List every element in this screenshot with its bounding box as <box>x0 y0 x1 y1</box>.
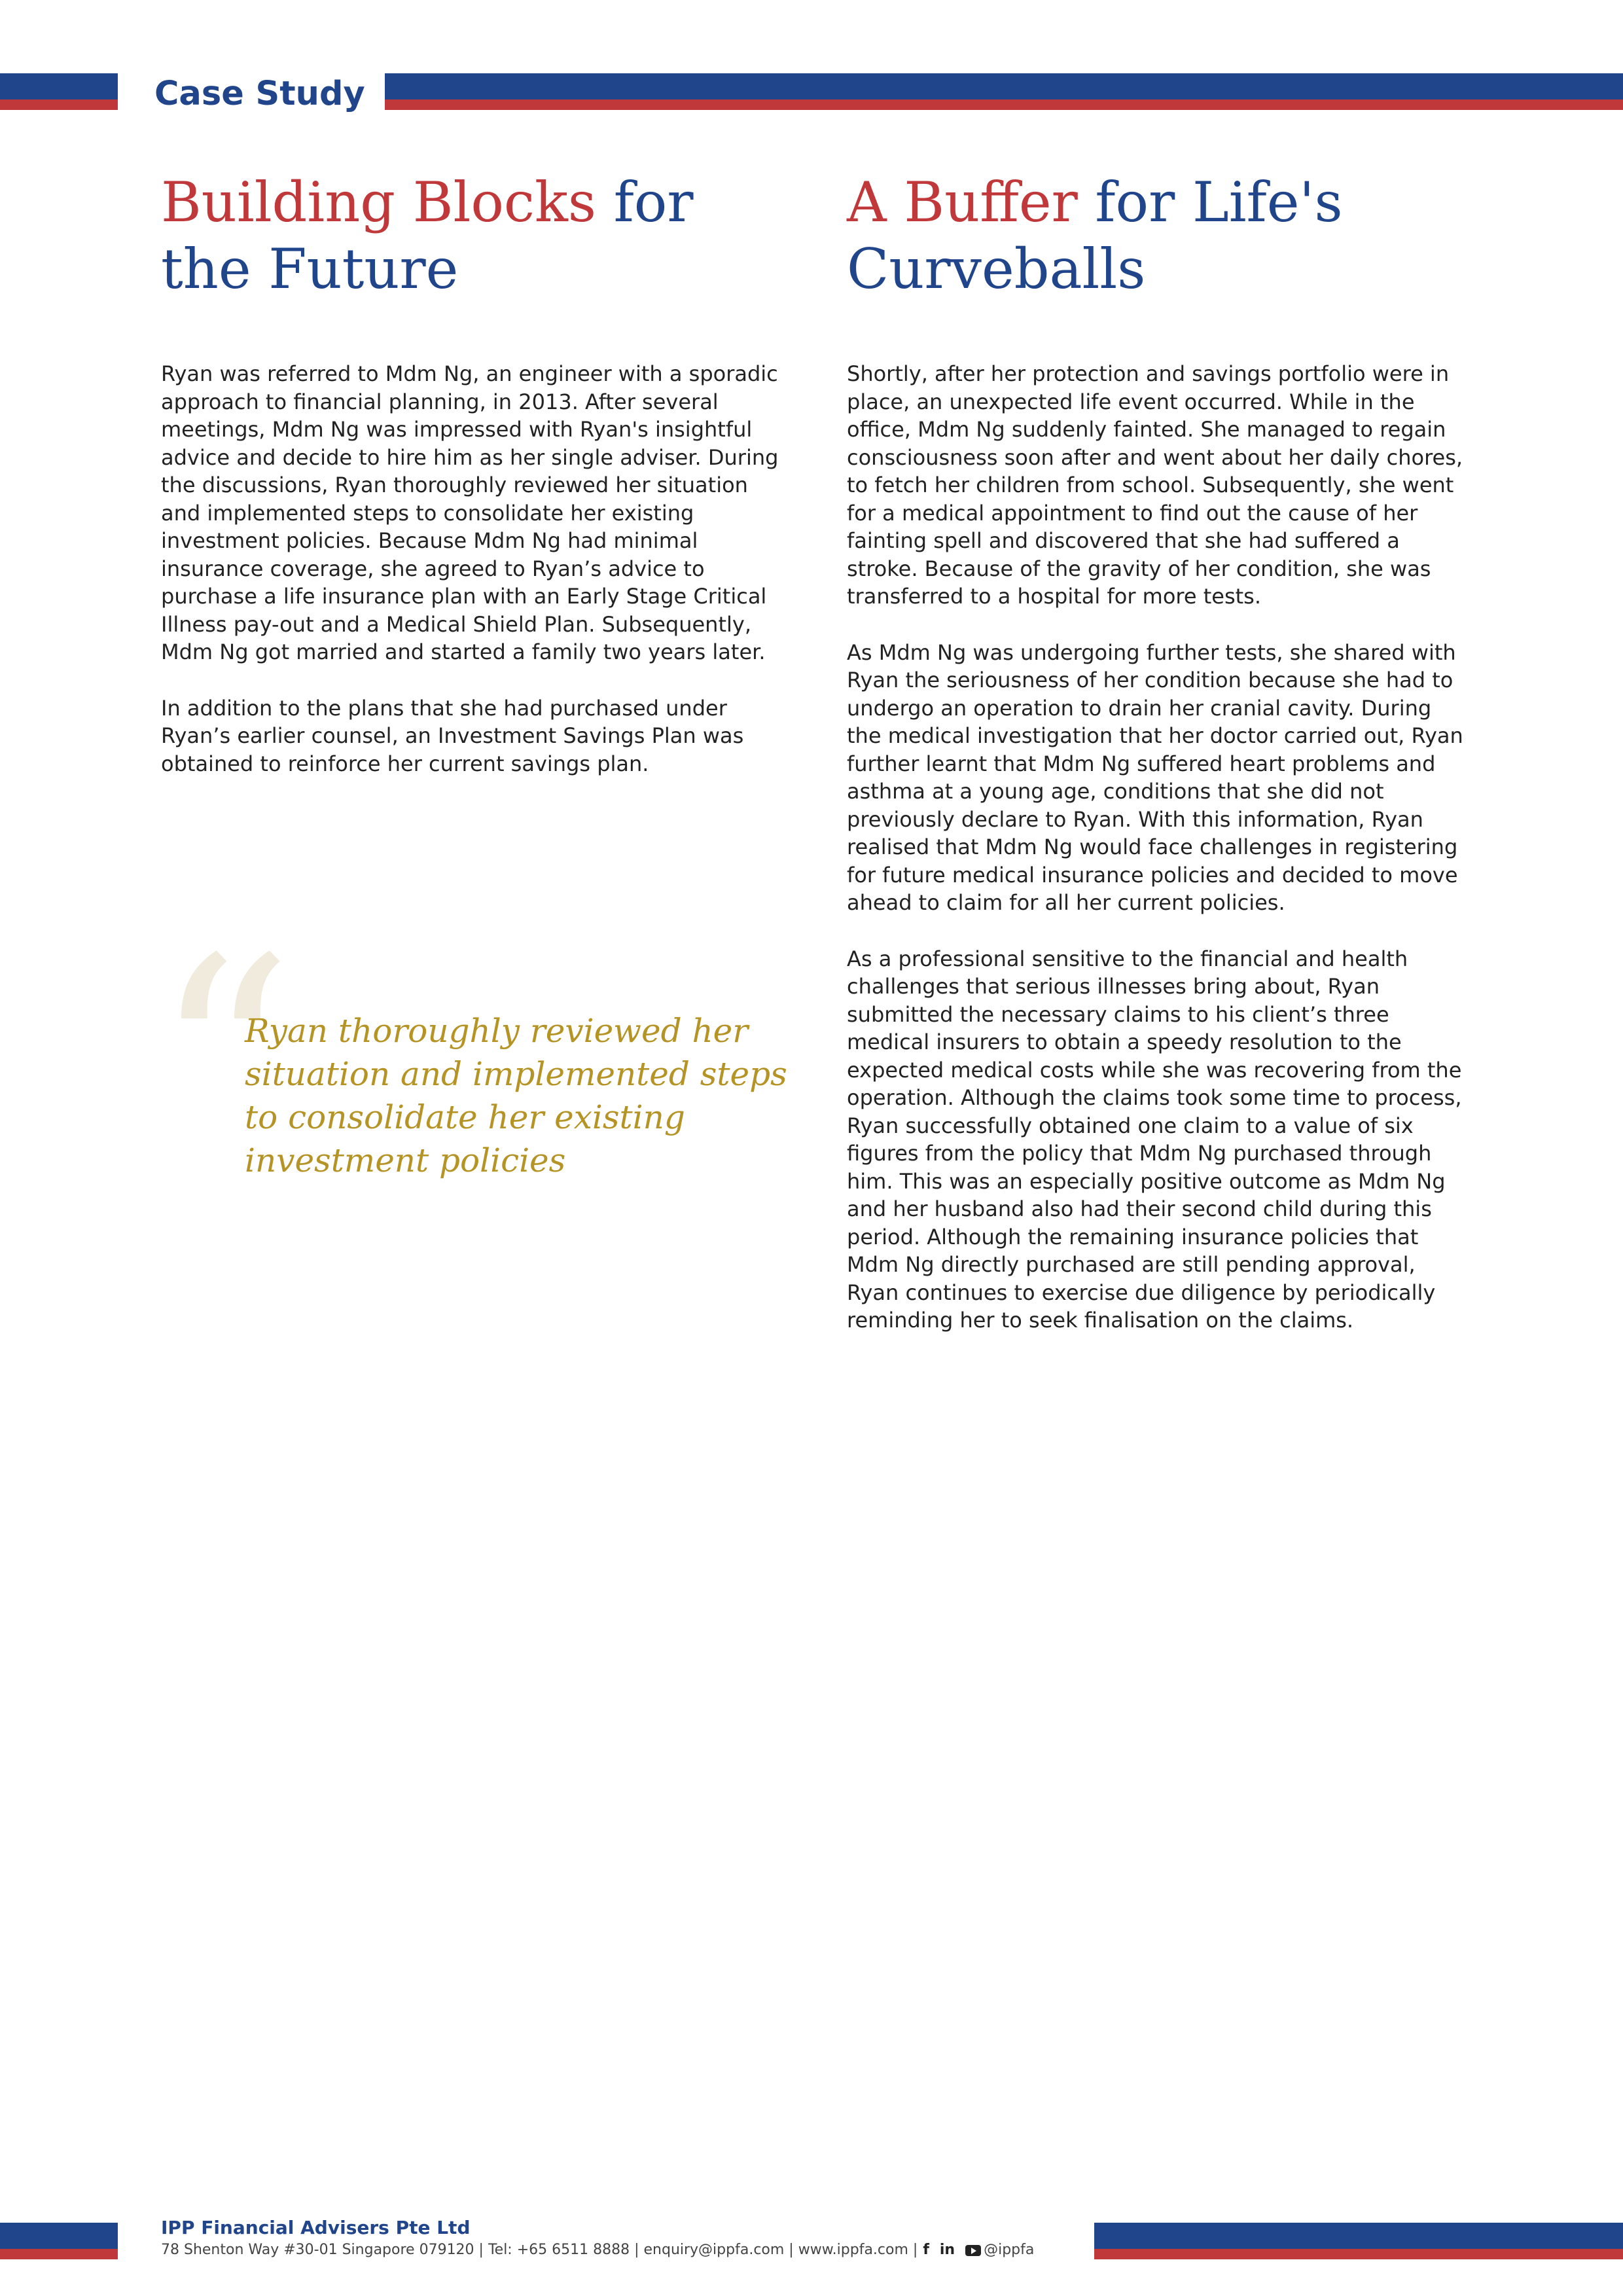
header-bar-left <box>0 73 118 110</box>
social-handle[interactable]: @ippfa <box>984 2242 1035 2258</box>
section-label: Case Study <box>154 75 365 113</box>
quote-mark-icon: “ <box>153 900 294 1220</box>
left-headline <box>161 169 789 302</box>
left-headline-rest: for the Future <box>161 170 694 301</box>
footer-bar-left <box>0 2223 118 2259</box>
right-headline <box>847 169 1475 302</box>
footer-contact-line <box>161 2240 1034 2260</box>
pull-quote: Ryan thoroughly reviewed her situation and implemented steps to consolidate her existing investment policies <box>245 1012 787 1179</box>
right-headline-accent: A Buffer <box>847 170 1078 234</box>
left-column-body <box>161 360 784 806</box>
header-bar-right <box>385 73 1623 110</box>
body-paragraph: Ryan was referred to Mdm Ng, an engineer with a sporadic approach to financial planning, in 2013. After several meetings, Mdm Ng was impressed with Ryan's insightful advice and decide to hire him as her single adviser. During the discussions, Ryan thoroughly reviewed her situation and implemented steps to consolidate her existing investment policies. Because Mdm Ng had minimal insurance coverage, she agreed to Ryan’s advice to purchase a life insurance plan with an Early Stage Critical Illness pay-out and a Medical Shield Plan. Subsequently, Mdm Ng got married and started a family two years later. <box>161 361 779 664</box>
youtube-icon[interactable] <box>965 2245 981 2256</box>
body-paragraph: In addition to the plans that she had purchased under Ryan’s earlier counsel, an Investment Savings Plan was obtained to reinforce her current savings plan. <box>161 695 744 776</box>
left-headline-accent: Building Blocks <box>161 170 596 234</box>
right-column-body <box>847 360 1467 1363</box>
right-headline-rest: for Life's Curveballs <box>847 170 1343 301</box>
footer-company-name: IPP Financial Advisers Pte Ltd <box>161 2217 471 2238</box>
facebook-icon[interactable]: f <box>923 2242 929 2258</box>
footer-contact: 78 Shenton Way #30-01 Singapore 079120 | Tel: +65 6511 8888 | enquiry@ippfa.com | www.ippfa.com | <box>161 2242 918 2258</box>
body-paragraph: Shortly, after her protection and savings portfolio were in place, an unexpected life event occurred. While in the office, Mdm Ng suddenly fainted. She managed to regain consciousness soon after and went about her daily chores, to fetch her children from school. Subsequently, she went for a medical appointment to find out the cause of her fainting spell and discovered that she had suffered a stroke. Because of the gravity of her condition, she was transferred to a hospital for more tests. <box>847 361 1463 609</box>
linkedin-icon[interactable]: in <box>939 2242 955 2258</box>
body-paragraph: As Mdm Ng was undergoing further tests, she shared with Ryan the seriousness of her condition because she had to undergo an operation to drain her cranial cavity. During the medical investigation that her doctor carried out, Ryan further learnt that Mdm Ng suffered heart problems and asthma at a young age, conditions that she did not previously declare to Ryan. With this information, Ryan realised that Mdm Ng would face challenges in registering for future medical insurance policies and decided to move ahead to claim for all her current policies. <box>847 639 1463 915</box>
footer-bar-right <box>1094 2223 1623 2259</box>
body-paragraph: As a professional sensitive to the financial and health challenges that serious illnesses bring about, Ryan submitted the necessary claims to his client’s three medical insurers to obtain a speedy resolution to the expected medical costs while she was recovering from the operation. Although the claims took some time to process, Ryan successfully obtained one claim to a value of six figures from the policy that Mdm Ng purchased through him. This was an especially positive outcome as Mdm Ng and her husband also had their second child during this period. Although the remaining insurance policies that Mdm Ng directly purchased are still pending approval, Ryan continues to exercise due diligence by periodically reminding her to seek finalisation on the claims. <box>847 946 1462 1333</box>
